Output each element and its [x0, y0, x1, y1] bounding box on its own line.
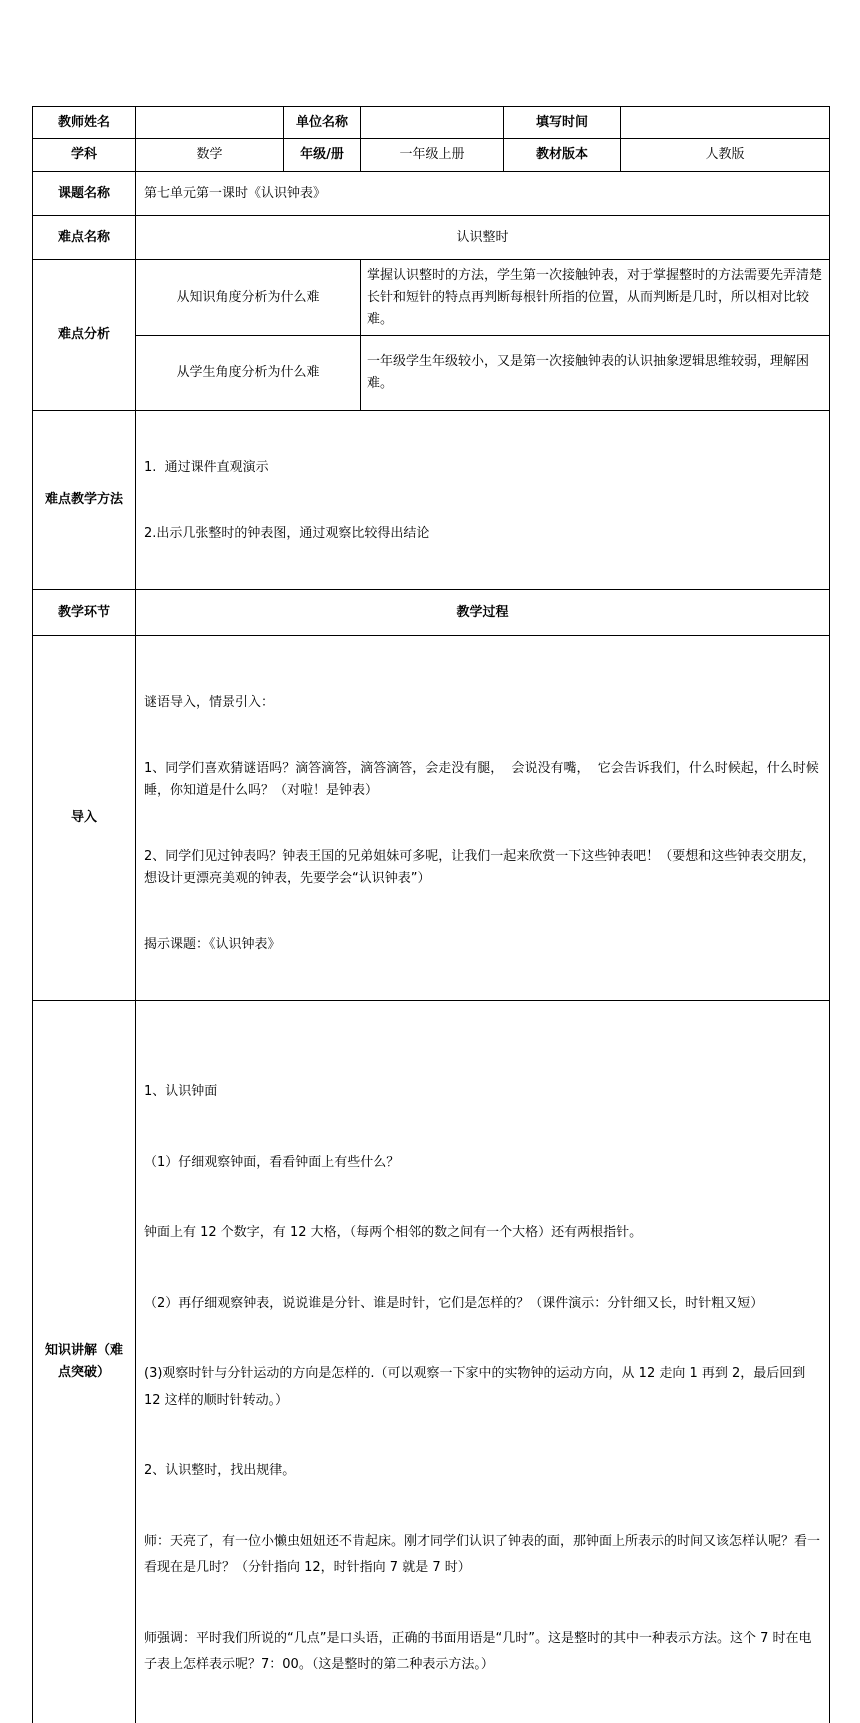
method-label: 难点教学方法 — [33, 411, 136, 590]
process-header-row — [33, 590, 830, 636]
process-label: 教学过程 — [136, 590, 830, 636]
intro-label: 导入 — [33, 636, 136, 1001]
analysis-label: 难点分析 — [33, 260, 136, 411]
analysis-student-row — [33, 336, 830, 411]
intro-line-3: 2、同学们见过钟表吗？钟表王国的兄弟姐妹可多呢，让我们一起来欣赏一下这些钟表吧！（要想和这些钟表交朋友，想设计更漂亮美观的钟表，先要学会“认识钟表”） — [144, 849, 816, 886]
knowledge-line-8: 师强调：平时我们所说的“几点”是口头语，正确的书面用语是“几时”。这是整时的其中一种表示方法。这个 7 时在电子表上怎样表示呢？7：00。（这是整时的第二种表示方法。） — [144, 1630, 812, 1672]
unit-value — [361, 107, 504, 139]
fill-time-value — [621, 107, 830, 139]
teacher-name-label: 教师姓名 — [33, 107, 136, 139]
topic-label: 课题名称 — [33, 172, 136, 216]
subject-label: 学科 — [33, 139, 136, 172]
intro-text — [136, 636, 830, 1001]
knowledge-line-1: 1、认识钟面 — [144, 1084, 218, 1099]
method-line-1: 1. 通过课件直观演示 — [144, 460, 269, 475]
header-row-2 — [33, 139, 830, 172]
knowledge-line-5: (3)观察时针与分针运动的方向是怎样的.（可以观察一下家中的实物钟的运动方向，从 12 走向 1 再到 2，最后回到 12 这样的顺时针转动。） — [144, 1366, 810, 1408]
topic-row — [33, 172, 830, 216]
method-row — [33, 411, 830, 590]
knowledge-line-2: （1）仔细观察钟面，看看钟面上有些什么？ — [144, 1154, 400, 1170]
knowledge-line-7: 师：天亮了，有一位小懒虫妞妞还不肯起床。刚才同学们认识了钟表的面，那钟面上所表示的时间又该怎样认呢？看一看现在是几时？（分针指向 12，时针指向 7 就是 7 时） — [144, 1533, 821, 1575]
edition-value: 人教版 — [621, 139, 830, 172]
knowledge-angle-text: 掌握认识整时的方法，学生第一次接触钟表，对于掌握整时的方法需要先弄清楚长针和短针的特点再判断每根针所指的位置，从而判断是几时，所以相对比较难。 — [361, 260, 830, 336]
knowledge-line-3: 钟面上有 12 个数字，有 12 大格，（每两个相邻的数之间有一个大格）还有两根指针。 — [144, 1225, 643, 1240]
topic-value: 第七单元第一课时《认识钟表》 — [136, 172, 830, 216]
student-angle-label: 从学生角度分析为什么难 — [136, 336, 361, 411]
knowledge-line-6: 2、认识整时，找出规律。 — [144, 1463, 296, 1478]
knowledge-label: 知识讲解（难点突破） — [33, 1001, 136, 1723]
method-text — [136, 411, 830, 590]
grade-label: 年级/册 — [284, 139, 361, 172]
knowledge-angle-label: 从知识角度分析为什么难 — [136, 260, 361, 336]
process-stage-label: 教学环节 — [33, 590, 136, 636]
unit-label: 单位名称 — [284, 107, 361, 139]
edition-label: 教材版本 — [504, 139, 621, 172]
intro-line-2: 1、同学们喜欢猜谜语吗？滴答滴答，滴答滴答，会走没有腿， 会说没有嘴， 它会告诉我们，什么时候起，什么时候睡，你知道是什么吗？（对啦！是钟表） — [144, 761, 819, 798]
fill-time-label: 填写时间 — [504, 107, 621, 139]
lesson-plan-table — [32, 106, 830, 1723]
lesson-plan-sheet — [32, 106, 829, 1723]
difficulty-value: 认识整时 — [136, 216, 830, 260]
knowledge-line-4: （2）再仔细观察钟表，说说谁是分针、谁是时针，它们是怎样的？（课件演示：分针细又长，时针粗又短） — [144, 1295, 764, 1311]
intro-line-4: 揭示课题：《认识钟表》 — [144, 937, 281, 952]
intro-line-1: 谜语导入，情景引入： — [144, 695, 275, 710]
intro-row — [33, 636, 830, 1001]
difficulty-row — [33, 216, 830, 260]
header-row-1 — [33, 107, 830, 139]
knowledge-text — [136, 1001, 830, 1723]
subject-value: 数学 — [136, 139, 284, 172]
teacher-name-value — [136, 107, 284, 139]
student-angle-text: 一年级学生年级较小，又是第一次接触钟表的认识抽象逻辑思维较弱，理解困难。 — [361, 336, 830, 411]
analysis-knowledge-row — [33, 260, 830, 336]
knowledge-row — [33, 1001, 830, 1723]
grade-value: 一年级上册 — [361, 139, 504, 172]
method-line-2: 2.出示几张整时的钟表图，通过观察比较得出结论 — [144, 526, 430, 541]
difficulty-label: 难点名称 — [33, 216, 136, 260]
